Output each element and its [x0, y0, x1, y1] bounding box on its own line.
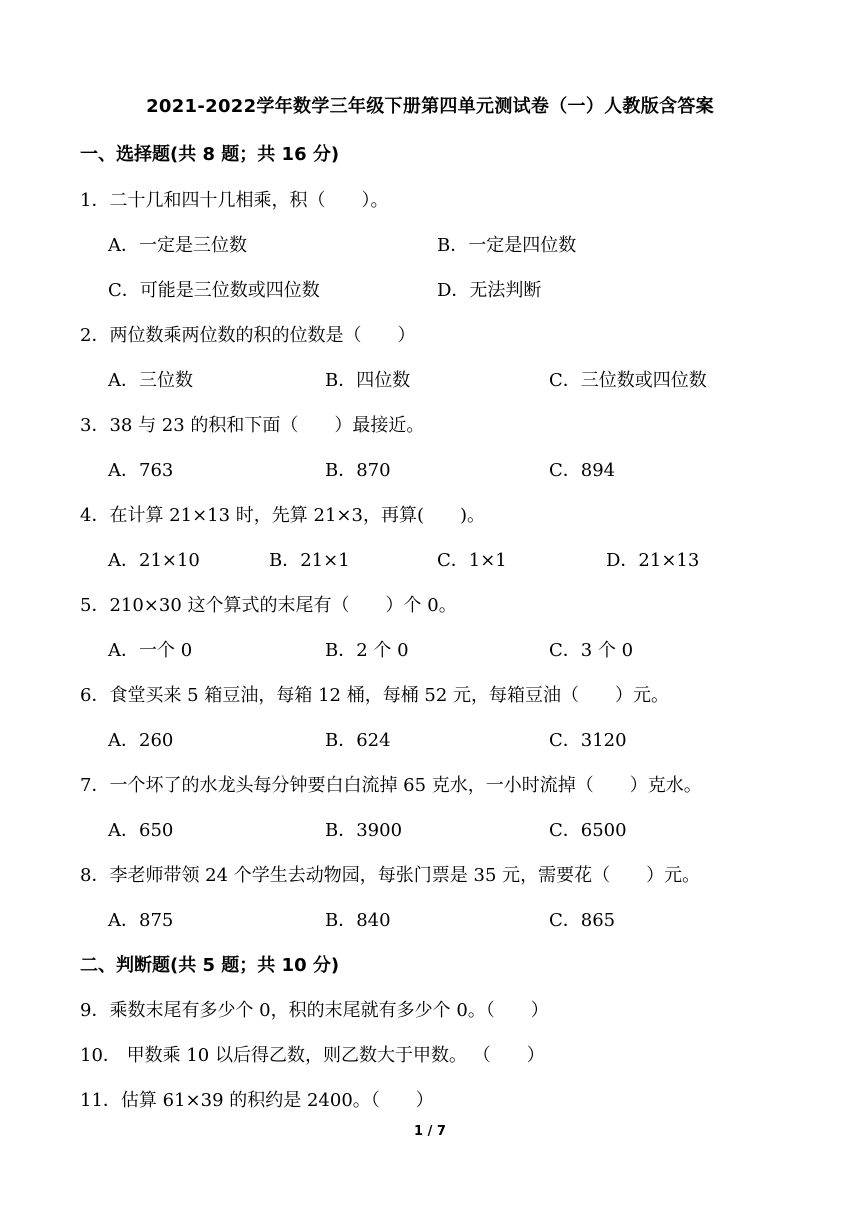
option-4d: D．21×13	[606, 550, 700, 571]
option-3a: A．763	[108, 460, 174, 481]
section-heading-choice: 一、选择题(共 8 题；共 16 分)	[80, 144, 340, 165]
question-4: 4．在计算 21×13 时，先算 21×3，再算( )。	[80, 505, 485, 526]
option-5a: A．一个 0	[108, 640, 193, 661]
question-3: 3．38 与 23 的积和下面（ ）最接近。	[80, 415, 425, 436]
question-10: 10． 甲数乘 10 以后得乙数，则乙数大于甲数。 （ ）	[80, 1045, 545, 1066]
option-2a: A．三位数	[108, 370, 193, 391]
option-6c: C．3120	[549, 730, 627, 751]
question-5: 5．210×30 这个算式的末尾有（ ）个 0。	[80, 595, 457, 616]
question-1: 1．二十几和四十几相乘，积（ ）。	[80, 190, 389, 211]
question-6: 6．食堂买来 5 箱豆油，每箱 12 桶，每桶 52 元，每箱豆油（ ）元。	[80, 685, 670, 706]
option-2b: B．四位数	[325, 370, 411, 391]
option-4b: B．21×1	[269, 550, 350, 571]
option-4c: C．1×1	[437, 550, 507, 571]
question-7: 7．一个坏了的水龙头每分钟要白白流掉 65 克水，一小时流掉（ ）克水。	[80, 775, 702, 796]
option-6b: B．624	[325, 730, 391, 751]
option-8a: A．875	[108, 910, 174, 931]
option-5b: B．2 个 0	[325, 640, 409, 661]
option-1c: C．可能是三位数或四位数	[108, 280, 320, 301]
option-7c: C．6500	[549, 820, 627, 841]
question-8: 8．李老师带领 24 个学生去动物园，每张门票是 35 元，需要花（ ）元。	[80, 865, 701, 886]
page-number: 1 / 7	[414, 1124, 446, 1139]
question-9: 9．乘数末尾有多少个 0，积的末尾就有多少个 0。（ ）	[80, 1000, 549, 1021]
option-1b: B．一定是四位数	[437, 235, 577, 256]
option-4a: A．21×10	[108, 550, 200, 571]
question-11: 11．估算 61×39 的积约是 2400。（ ）	[80, 1090, 434, 1111]
option-8b: B．840	[325, 910, 391, 931]
option-1d: D．无法判断	[437, 280, 542, 301]
option-7b: B．3900	[325, 820, 403, 841]
option-8c: C．865	[549, 910, 616, 931]
option-5c: C．3 个 0	[549, 640, 634, 661]
option-7a: A．650	[108, 820, 174, 841]
option-1a: A．一定是三位数	[108, 235, 247, 256]
option-3c: C．894	[549, 460, 616, 481]
option-3b: B．870	[325, 460, 391, 481]
option-6a: A．260	[108, 730, 174, 751]
option-2c: C．三位数或四位数	[549, 370, 707, 391]
document-title: 2021-2022学年数学三年级下册第四单元测试卷（一）人教版含答案	[146, 96, 714, 117]
question-2: 2．两位数乘两位数的积的位数是（ ）	[80, 325, 416, 346]
section-heading-judgement: 二、判断题(共 5 题；共 10 分)	[80, 955, 340, 976]
